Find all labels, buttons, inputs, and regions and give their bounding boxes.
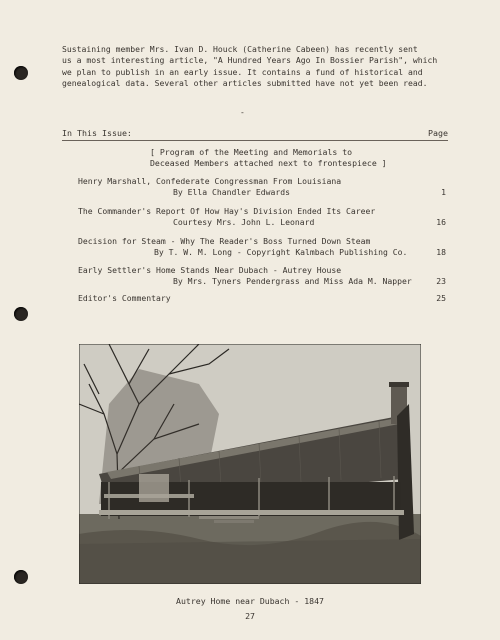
toc-entry-title: The Commander's Report Of How Hay's Division Ended Its Career	[78, 206, 376, 216]
page-number: 27	[245, 611, 255, 621]
porch-floor	[99, 510, 404, 515]
toc-entry-title: Editor's Commentary	[78, 293, 171, 303]
toc-entry-page: 16	[436, 217, 446, 228]
toc-entry-title: Early Settler's Home Stands Near Dubach - Autrey House	[78, 265, 342, 275]
toc-entry-author: Courtesy Mrs. John L. Leonard	[173, 217, 315, 228]
toc-page-heading: Page	[428, 128, 448, 138]
photo-caption: Autrey Home near Dubach - 1847	[176, 596, 324, 606]
house-photo	[79, 344, 421, 584]
toc-entry	[78, 236, 446, 258]
separator-mark: -	[240, 108, 245, 117]
toc-entry	[78, 176, 446, 198]
intro-paragraph: Sustaining member Mrs. Ivan D. Houck (Catherine Cabeen) has recently sent us a most interesting article, "A Hundred Years Ago In Bossier Parish", which we plan to publish in an early issue. It contains a fund of historical and genealogical data. Several other articles submitted have not yet been read.	[62, 44, 438, 89]
toc-entry-author: By Mrs. Tyners Pendergrass and Miss Ada M. Napper	[173, 276, 412, 287]
toc-entry-page: 25	[436, 293, 446, 303]
toc-heading: In This Issue:	[62, 128, 132, 138]
toc-entry-page: 1	[441, 187, 446, 198]
program-note: [ Program of the Meeting and Memorials to Deceased Members attached next to frontespiece ]	[150, 147, 387, 168]
toc-entry-title: Henry Marshall, Confederate Congressman From Louisiana	[78, 176, 342, 186]
toc-entry-page: 18	[436, 247, 446, 258]
toc-divider	[62, 140, 448, 141]
toc-entry-title: Decision for Steam - Why The Reader's Boss Turned Down Steam	[78, 236, 371, 246]
toc-entry-author: By Ella Chandler Edwards	[173, 187, 290, 198]
toc-header	[62, 128, 448, 138]
toc-entry	[78, 293, 446, 304]
binder-hole	[14, 66, 28, 80]
binder-hole	[14, 307, 28, 321]
toc-entry	[78, 206, 446, 228]
toc-entry-page: 23	[436, 276, 446, 287]
toc-entry	[78, 265, 446, 287]
house-photo-drawing	[79, 344, 421, 584]
binder-hole	[14, 570, 28, 584]
toc-entry-author: By T. W. M. Long - Copyright Kalmbach Publishing Co.	[154, 247, 408, 258]
